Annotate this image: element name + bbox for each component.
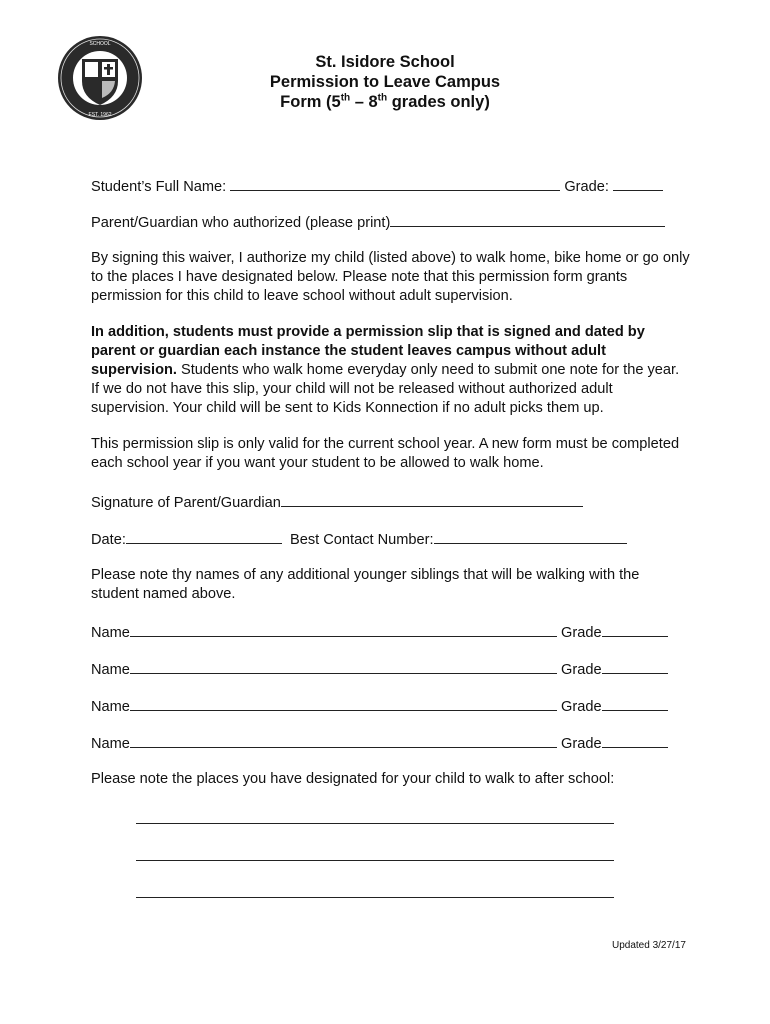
place-field[interactable] xyxy=(136,860,614,861)
document-title xyxy=(0,52,770,112)
title-sup: th xyxy=(340,92,351,104)
validity-paragraph: This permission slip is only valid for the current school year. A new form must be completed each school year if you want your student to be allowed to walk home. xyxy=(91,436,680,471)
date-label: Date: xyxy=(91,532,126,548)
title-sup: th xyxy=(377,92,388,104)
title-school: St. Isidore School xyxy=(315,53,455,71)
contact-label: Best Contact Number: xyxy=(290,532,434,548)
waiver-paragraph: By signing this waiver, I authorize my child (listed above) to walk home, bike home or go only to the places I have designated below. Please note that this permission form grants permission for this child to leave school without adult supervision. xyxy=(91,250,690,304)
signature-label: Signature of Parent/Guardian xyxy=(91,495,281,511)
sibling-grade-field[interactable] xyxy=(602,696,668,711)
siblings-paragraph: Please note thy names of any additional younger siblings that will be walking with the student named above. xyxy=(91,567,640,602)
place-field[interactable] xyxy=(136,823,614,824)
place-field[interactable] xyxy=(136,897,614,898)
sibling-row xyxy=(91,659,691,680)
addition-text: Students who walk home everyday only need to submit one note for the year. If we do not have this slip, your child will not be released without authorized adult supervision. Your child will be sent to Kids Konnection if no adult picks them up. xyxy=(91,362,680,416)
sibling-grade-label: Grade xyxy=(561,736,602,752)
sibling-name-field[interactable] xyxy=(130,622,557,637)
addition-paragraph xyxy=(91,323,691,418)
sibling-row xyxy=(91,733,691,754)
places-paragraph: Please note the places you have designated for your child to walk to after school: xyxy=(91,771,615,787)
grade-field[interactable] xyxy=(613,176,663,191)
grade-label: Grade: xyxy=(564,179,609,195)
contact-field[interactable] xyxy=(434,529,627,544)
sibling-grade-label: Grade xyxy=(561,662,602,678)
sibling-name-field[interactable] xyxy=(130,659,557,674)
sibling-name-label: Name xyxy=(91,699,130,715)
signature-row xyxy=(91,492,691,513)
sibling-name-field[interactable] xyxy=(130,733,557,748)
student-name-row xyxy=(91,176,691,197)
signature-field[interactable] xyxy=(281,492,583,507)
date-field[interactable] xyxy=(126,529,282,544)
title-part: grades only) xyxy=(387,93,490,111)
updated-date: Updated 3/27/17 xyxy=(612,940,686,951)
sibling-name-label: Name xyxy=(91,625,130,641)
sibling-row xyxy=(91,622,691,643)
sibling-grade-field[interactable] xyxy=(602,659,668,674)
svg-text:SCHOOL: SCHOOL xyxy=(89,41,111,47)
title-part: Form (5 xyxy=(280,93,341,111)
parent-label: Parent/Guardian who authorized (please print) xyxy=(91,215,391,231)
parent-field[interactable] xyxy=(390,212,665,227)
title-form-name: Permission to Leave Campus xyxy=(269,73,501,91)
student-name-field[interactable] xyxy=(230,176,560,191)
title-grades xyxy=(0,92,770,112)
sibling-name-label: Name xyxy=(91,662,130,678)
sibling-grade-label: Grade xyxy=(561,699,602,715)
logo-est-text: EST. 1962 xyxy=(88,112,112,118)
sibling-row xyxy=(91,696,691,717)
parent-row xyxy=(91,212,691,233)
title-part: – 8 xyxy=(350,93,378,111)
sibling-grade-field[interactable] xyxy=(602,622,668,637)
addition-bold-text: In addition, students must provide a permission slip that is signed and dated by parent or guardian each instance the student leaves campus without adult supervision. xyxy=(91,324,645,378)
sibling-name-label: Name xyxy=(91,736,130,752)
sibling-name-field[interactable] xyxy=(130,696,557,711)
sibling-grade-label: Grade xyxy=(561,625,602,641)
date-contact-row xyxy=(91,529,691,550)
student-name-label: Student’s Full Name: xyxy=(91,179,227,195)
sibling-grade-field[interactable] xyxy=(602,733,668,748)
